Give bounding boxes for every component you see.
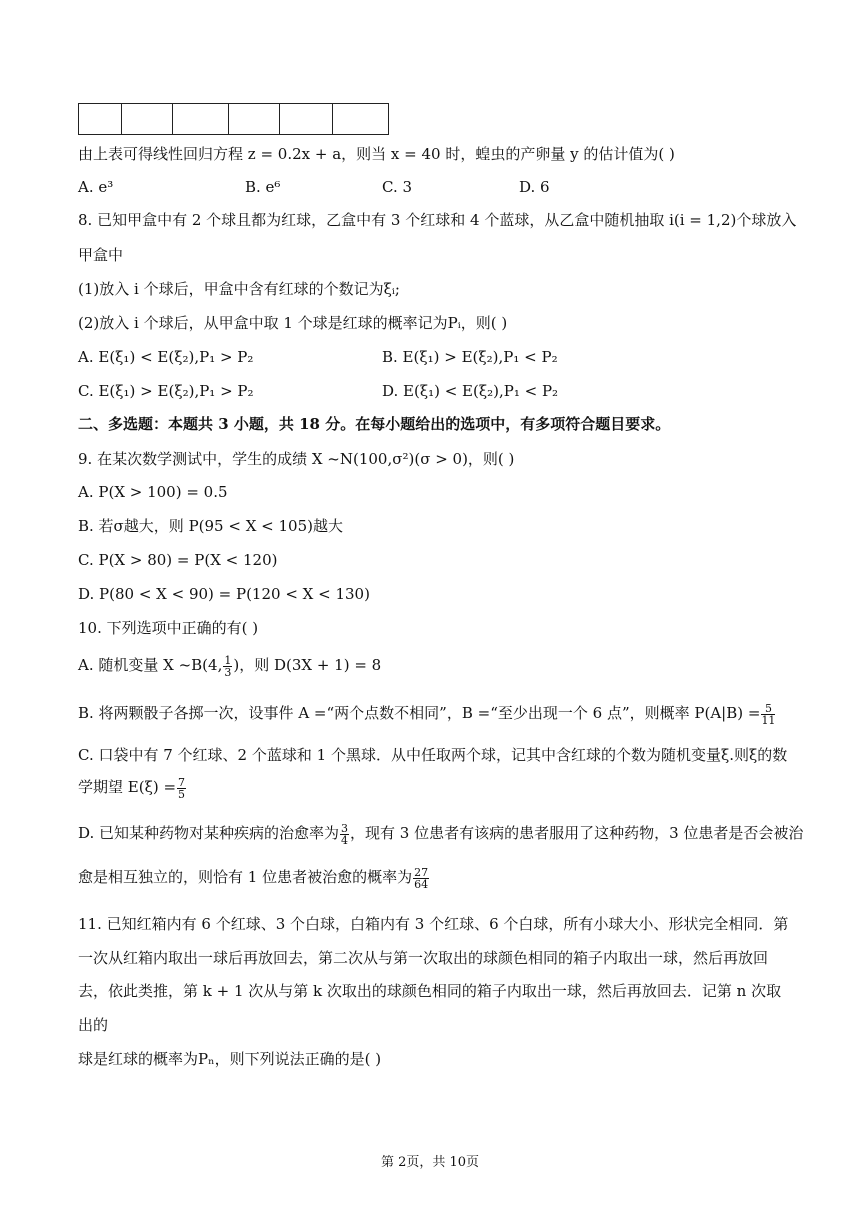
fraction-denominator: 4: [341, 833, 349, 847]
fraction-denominator: 3: [224, 665, 232, 679]
q11-line4: 出的: [78, 1016, 109, 1034]
q10-option-d-line1: [78, 822, 803, 846]
q10-a-text-end: )，则 D(3X + 1) = 8: [233, 656, 382, 674]
table-cell: [79, 104, 122, 135]
q10-option-a: [78, 654, 381, 678]
table-cell: [122, 104, 173, 135]
table-cell: [333, 104, 389, 135]
q10-option-d-line2: [78, 866, 430, 890]
q8-option-c: C. E(ξ₁) > E(ξ₂),P₁ > P₂: [78, 382, 254, 400]
q10-d-text-end: ，现有 3 位患者有该病的患者服用了这种药物，3 位患者是否会被治: [350, 824, 804, 842]
fraction-numerator: 3: [341, 821, 349, 835]
table-cell: [229, 104, 280, 135]
q9-option-c: C. P(X > 80) = P(X < 120): [78, 551, 278, 569]
q10-d2-text: 愈是相互独立的，则恰有 1 位患者被治愈的概率为: [78, 868, 413, 886]
q10-a-text: A. 随机变量 X ~B(4,: [78, 656, 223, 674]
q11-line2: 一次从红箱内取出一球后再放回去，第二次从与第一次取出的球颜色相同的箱子内取出一球，然后再放回: [78, 949, 769, 967]
section-heading: 二、多选题：本题共 3 小题，共 18 分。在每小题给出的选项中，有多项符合题目要求。: [78, 415, 671, 433]
q8-option-d: D. E(ξ₁) < E(ξ₂),P₁ < P₂: [382, 382, 559, 400]
q10-d-text: D. 已知某种药物对某种疾病的治愈率为: [78, 824, 340, 842]
fraction-denominator: 64: [414, 877, 429, 891]
q9-option-b: B. 若σ越大，则 P(95 < X < 105)越大: [78, 517, 343, 535]
q7-option-b: B. e⁶: [245, 178, 281, 196]
q8-condition-1: (1)放入 i 个球后，甲盒中含有红球的个数记为ξᵢ;: [78, 280, 400, 298]
q10-option-c-line1: C. 口袋中有 7 个红球、2 个蓝球和 1 个黑球．从中任取两个球，记其中含红球的个数为随机变量ξ.则ξ的数: [78, 746, 788, 764]
page-footer: 第 2页，共 10页: [380, 1155, 480, 1170]
table-cell: [173, 104, 229, 135]
fraction: [177, 777, 186, 800]
q10-c-text: 学期望 E(ξ) =: [78, 778, 177, 796]
fraction-denominator: 5: [178, 787, 186, 801]
data-table: [78, 103, 389, 135]
q7-stem: 由上表可得线性回归方程 z = 0.2x + a，则当 x = 40 时，蝗虫的产卵量 y 的估计值为( ): [78, 145, 675, 163]
q8-stem-line1: 8. 已知甲盒中有 2 个球且都为红球，乙盒中有 3 个红球和 4 个蓝球，从乙盒中随机抽取 i(i = 1,2)个球放入: [78, 211, 797, 229]
q10-option-b: [78, 702, 776, 726]
fraction: [223, 655, 232, 678]
q8-stem-line2: 甲盒中: [78, 246, 124, 264]
q8-condition-2: (2)放入 i 个球后，从甲盒中取 1 个球是红球的概率记为Pᵢ，则( ): [78, 314, 508, 332]
q11-line3: 去，依此类推，第 k + 1 次从与第 k 次取出的球颜色相同的箱子内取出一球，然后再放回去．记第 n 次取: [78, 982, 782, 1000]
q11-line1: 11. 已知红箱内有 6 个红球、3 个白球，白箱内有 3 个红球、6 个白球，所有小球大小、形状完全相同．第: [78, 915, 789, 933]
q10-option-c-line2: [78, 776, 187, 800]
q11-line5: 球是红球的概率为Pₙ，则下列说法正确的是( ): [78, 1050, 382, 1068]
fraction-numerator: 7: [178, 775, 186, 789]
q9-option-a: A. P(X > 100) = 0.5: [78, 483, 228, 501]
q9-option-d: D. P(80 < X < 90) = P(120 < X < 130): [78, 585, 370, 603]
q10-stem: 10. 下列选项中正确的有( ): [78, 619, 259, 637]
fraction: [761, 703, 775, 726]
fraction-numerator: 27: [414, 865, 429, 879]
q9-stem: 9. 在某次数学测试中，学生的成绩 X ~N(100,σ²)(σ > 0)，则( ): [78, 450, 515, 468]
fraction-numerator: 5: [761, 703, 775, 715]
q7-option-a: A. e³: [78, 178, 114, 196]
table-cell: [280, 104, 333, 135]
q7-option-d: D. 6: [519, 178, 550, 196]
fraction-numerator: 1: [224, 653, 232, 667]
fraction: [340, 823, 349, 846]
fraction-denominator: 11: [761, 713, 776, 727]
q7-option-c: C. 3: [382, 178, 413, 196]
fraction: [413, 867, 429, 890]
q8-option-b: B. E(ξ₁) > E(ξ₂),P₁ < P₂: [382, 348, 558, 366]
q8-option-a: A. E(ξ₁) < E(ξ₂),P₁ > P₂: [78, 348, 254, 366]
q10-b-text: B. 将两颗骰子各掷一次，设事件 A =“两个点数不相同”，B =“至少出现一个 6 点”，则概率 P(A|B) =: [78, 704, 761, 722]
